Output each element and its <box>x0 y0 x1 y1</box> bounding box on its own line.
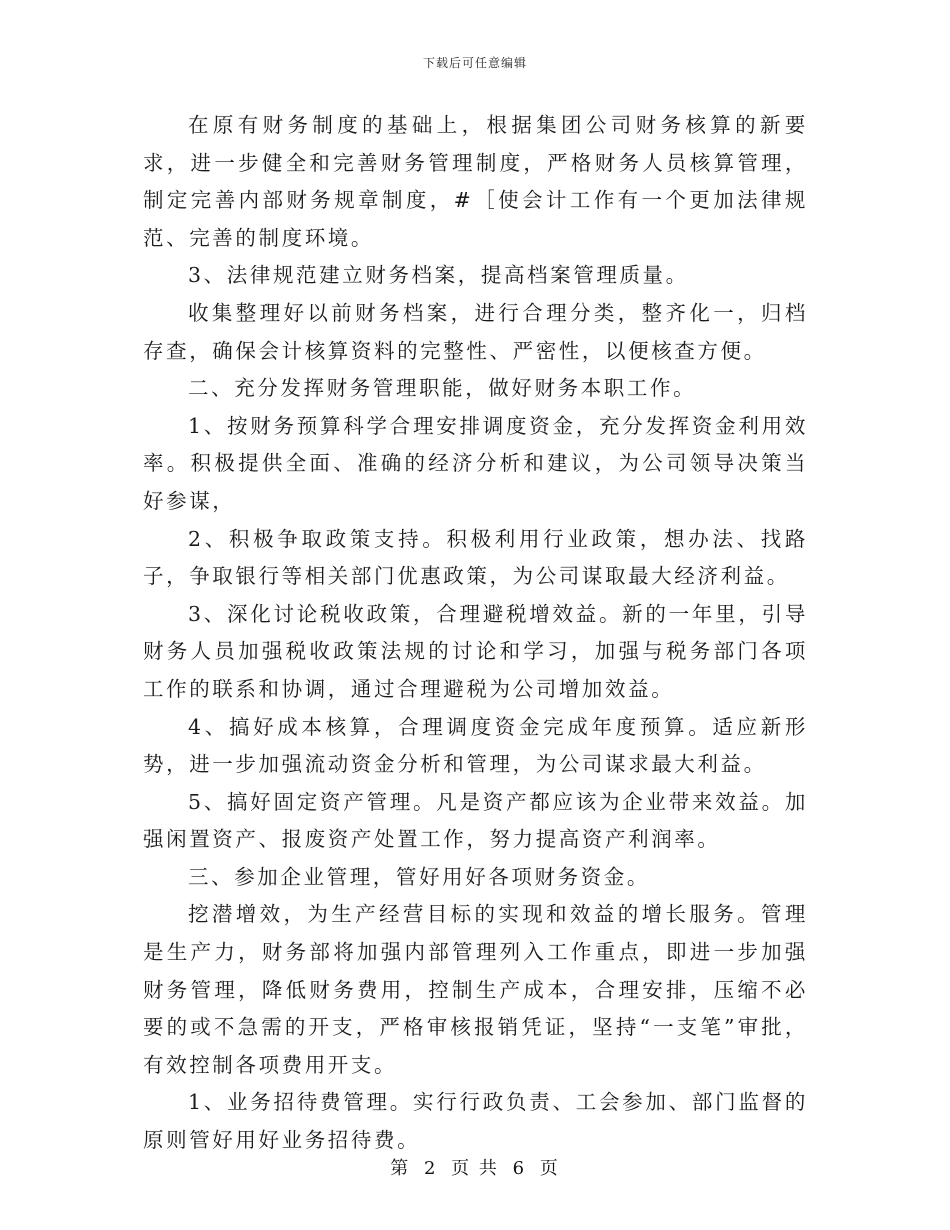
footer-prefix: 第 <box>390 1158 411 1179</box>
paragraph: 3、深化讨论税收政策，合理避税增效益。新的一年里，引导财务人员加强税收政策法规的讨论和学习，加强与税务部门各项工作的联系和协调，通过合理避税为公司增加效益。 <box>143 601 808 701</box>
section-heading: 二、充分发挥财务管理职能，做好财务本职工作。 <box>188 376 697 401</box>
paragraph: 1、按财务预算科学合理安排调度资金，充分发挥资金利用效率。积极提供全面、准确的经济分析和建议，为公司领导决策当好参谋， <box>143 413 808 513</box>
paragraph: 2、积极争取政策支持。积极利用行业政策，想办法、找路子，争取银行等相关部门优惠政策，为公司谋取最大经济利益。 <box>143 526 808 589</box>
section-heading: 三、参加企业管理，管好用好各项财务资金。 <box>188 864 650 889</box>
paragraph: 挖潜增效，为生产经营目标的实现和效益的增长服务。管理是生产力，财务部将加强内部管理列入工作重点，即进一步加强财务管理，降低财务费用，控制生产成本，合理安排，压缩不必要的或不急需的开支，严格审核报销凭证，坚持“一支笔”审批，有效控制各项费用开支。 <box>143 902 808 1077</box>
paragraph: 在原有财务制度的基础上，根据集团公司财务核算的新要求，进一步健全和完善财务管理制度，严格财务人员核算管理，制定完善内部财务规章制度，#［使会计工作有一个更加法律规范、完善的制度环境。 <box>143 113 808 250</box>
paragraph: 4、搞好成本核算，合理调度资金完成年度预算。适应新形势，进一步加强流动资金分析和管理，为公司谋求最大利益。 <box>143 714 808 777</box>
paragraph: 收集整理好以前财务档案，进行合理分类，整齐化一，归档存查，确保会计核算资料的完整性、严密性，以便核查方便。 <box>143 300 808 363</box>
paragraph: 1、业务招待费管理。实行行政负责、工会参加、部门监督的原则管好用好业务招待费。 <box>143 1090 808 1153</box>
page-number-footer <box>0 1154 950 1180</box>
total-pages-number: 6 <box>512 1158 527 1179</box>
document-body <box>143 107 808 1160</box>
paragraph: 5、搞好固定资产管理。凡是资产都应该为企业带来效益。加强闲置资产、报废资产处置工作，努力提高资产利润率。 <box>143 789 808 852</box>
footer-middle: 页 共 <box>451 1158 499 1179</box>
header-note: 下载后可任意编辑 <box>422 56 527 70</box>
footer-suffix: 页 <box>539 1158 560 1179</box>
current-page-number: 2 <box>423 1158 438 1179</box>
paragraph: 3、法律规范建立财务档案，提高档案管理质量。 <box>188 263 689 288</box>
